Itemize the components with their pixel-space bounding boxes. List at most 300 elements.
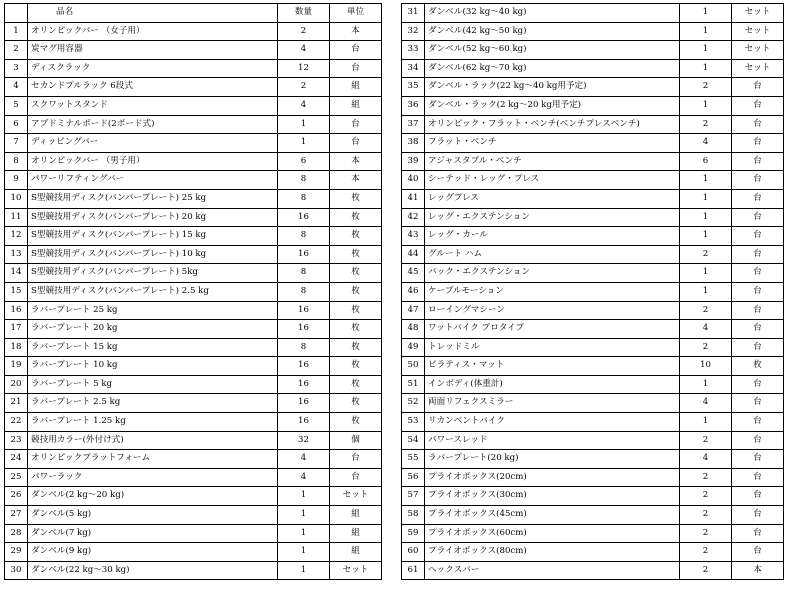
item-name: S型競技用ディスク(バンパープレート) 20 kg	[28, 208, 278, 227]
equipment-table-right	[401, 3, 784, 580]
item-quantity: 16	[278, 394, 330, 413]
table-row	[5, 506, 382, 525]
item-quantity: 1	[278, 543, 330, 562]
item-number: 58	[402, 506, 425, 525]
table-row	[402, 78, 784, 97]
table-row	[5, 134, 382, 153]
item-quantity: 1	[278, 561, 330, 580]
item-number: 34	[402, 59, 425, 78]
item-name: ダンベル・ラック(22 kg〜40 kg用予定)	[425, 78, 680, 97]
table-row	[5, 394, 382, 413]
table-row	[402, 96, 784, 115]
table-row	[5, 96, 382, 115]
item-number: 25	[5, 468, 28, 487]
item-unit: セット	[330, 561, 382, 580]
item-number: 13	[5, 245, 28, 264]
item-name: ダンベル(22 kg〜30 kg)	[28, 561, 278, 580]
item-name: ダンベル(42 kg〜50 kg)	[425, 22, 680, 41]
item-quantity: 2	[680, 338, 732, 357]
item-number: 36	[402, 96, 425, 115]
item-unit: 枚	[330, 227, 382, 246]
item-number: 45	[402, 264, 425, 283]
table-row	[5, 59, 382, 78]
item-quantity: 32	[278, 431, 330, 450]
item-number: 21	[5, 394, 28, 413]
item-quantity: 4	[278, 96, 330, 115]
item-quantity: 12	[278, 59, 330, 78]
item-name: ケーブルモーション	[425, 282, 680, 301]
item-quantity: 1	[680, 227, 732, 246]
header-number	[5, 4, 28, 23]
item-name: レッグ・カール	[425, 227, 680, 246]
item-name: プライオボックス(30cm)	[425, 487, 680, 506]
table-row	[5, 152, 382, 171]
item-name: S型競技用ディスク(バンパープレート) 10 kg	[28, 245, 278, 264]
item-number: 44	[402, 245, 425, 264]
table-row	[5, 115, 382, 134]
item-name: シーテッド・レッグ・プレス	[425, 171, 680, 190]
item-unit: 組	[330, 96, 382, 115]
item-quantity: 2	[680, 506, 732, 525]
item-name: プライオボックス(60cm)	[425, 524, 680, 543]
item-quantity: 1	[278, 487, 330, 506]
item-unit: 本	[330, 22, 382, 41]
item-number: 61	[402, 561, 425, 580]
item-unit: 台	[330, 450, 382, 469]
item-unit: セット	[732, 22, 784, 41]
item-unit: 台	[732, 394, 784, 413]
item-quantity: 4	[278, 41, 330, 60]
item-name: パワーリフティングバー	[28, 171, 278, 190]
item-name: オリンピックバー （女子用）	[28, 22, 278, 41]
table-row	[5, 282, 382, 301]
item-number: 59	[402, 524, 425, 543]
item-number: 10	[5, 189, 28, 208]
header-name: 品名	[28, 4, 278, 23]
item-unit: 台	[330, 59, 382, 78]
item-quantity: 1	[680, 189, 732, 208]
item-number: 53	[402, 413, 425, 432]
item-quantity: 16	[278, 245, 330, 264]
table-row	[402, 152, 784, 171]
item-name: ピラティス・マット	[425, 357, 680, 376]
item-number: 9	[5, 171, 28, 190]
item-number: 16	[5, 301, 28, 320]
item-name: リカンベントバイク	[425, 413, 680, 432]
item-name: オリンピック・フラット・ベンチ(ベンチプレスベンチ)	[425, 115, 680, 134]
item-unit: 台	[732, 468, 784, 487]
item-number: 20	[5, 375, 28, 394]
item-number: 40	[402, 171, 425, 190]
item-number: 47	[402, 301, 425, 320]
item-number: 55	[402, 450, 425, 469]
table-row	[402, 375, 784, 394]
item-name: ラバープレート 2.5 kg	[28, 394, 278, 413]
item-name: S型競技用ディスク(バンパープレート) 2.5 kg	[28, 282, 278, 301]
item-unit: 組	[330, 78, 382, 97]
item-number: 6	[5, 115, 28, 134]
item-quantity: 1	[680, 282, 732, 301]
item-name: グルート ハム	[425, 245, 680, 264]
item-unit: セット	[732, 4, 784, 23]
item-quantity: 1	[680, 171, 732, 190]
item-name: ダンベル(9 kg)	[28, 543, 278, 562]
equipment-table-left	[4, 3, 382, 580]
item-number: 27	[5, 506, 28, 525]
item-name: ラバープレート 15 kg	[28, 338, 278, 357]
item-unit: 台	[732, 413, 784, 432]
table-row	[402, 41, 784, 60]
item-quantity: 2	[278, 22, 330, 41]
item-name: プライオボックス(80cm)	[425, 543, 680, 562]
table-row	[5, 413, 382, 432]
item-number: 14	[5, 264, 28, 283]
table-row	[5, 450, 382, 469]
item-quantity: 1	[680, 59, 732, 78]
table-row	[5, 78, 382, 97]
item-quantity: 1	[680, 413, 732, 432]
item-quantity: 8	[278, 338, 330, 357]
item-quantity: 1	[680, 4, 732, 23]
item-quantity: 16	[278, 357, 330, 376]
item-unit: 枚	[330, 189, 382, 208]
table-row	[5, 561, 382, 580]
item-unit: 台	[732, 264, 784, 283]
table-row	[402, 22, 784, 41]
table-row	[402, 487, 784, 506]
item-name: オリンピックバー （男子用）	[28, 152, 278, 171]
item-number: 17	[5, 320, 28, 339]
item-name: ディッピングバー	[28, 134, 278, 153]
item-name: ワットバイク プロタイプ	[425, 320, 680, 339]
item-unit: 台	[330, 134, 382, 153]
table-row	[402, 282, 784, 301]
item-name: ダンベル(2 kg〜20 kg)	[28, 487, 278, 506]
item-number: 46	[402, 282, 425, 301]
item-number: 23	[5, 431, 28, 450]
item-name: アブドミナルボード(2ボード式)	[28, 115, 278, 134]
item-unit: 台	[330, 468, 382, 487]
item-unit: 台	[732, 431, 784, 450]
item-unit: 台	[732, 301, 784, 320]
item-quantity: 2	[680, 468, 732, 487]
item-name: プライオボックス(20cm)	[425, 468, 680, 487]
table-row	[5, 264, 382, 283]
item-unit: 台	[732, 282, 784, 301]
item-quantity: 1	[278, 524, 330, 543]
table-row	[402, 543, 784, 562]
item-number: 3	[5, 59, 28, 78]
item-name: ダンベル・ラック(2 kg〜20 kg用予定)	[425, 96, 680, 115]
item-name: ローイングマシーン	[425, 301, 680, 320]
item-quantity: 1	[278, 134, 330, 153]
item-unit: 台	[330, 41, 382, 60]
item-name: S型競技用ディスク(バンパープレート) 5kg	[28, 264, 278, 283]
item-number: 29	[5, 543, 28, 562]
item-name: 炭マグ用容器	[28, 41, 278, 60]
item-unit: 組	[330, 543, 382, 562]
item-number: 42	[402, 208, 425, 227]
table-row	[5, 171, 382, 190]
table-row	[402, 413, 784, 432]
table-header-row	[5, 4, 382, 23]
item-number: 37	[402, 115, 425, 134]
item-quantity: 2	[278, 78, 330, 97]
item-name: プライオボックス(45cm)	[425, 506, 680, 525]
item-unit: 枚	[330, 208, 382, 227]
item-unit: 枚	[330, 357, 382, 376]
item-quantity: 16	[278, 413, 330, 432]
item-name: 両面リフェクスミラー	[425, 394, 680, 413]
table-row	[402, 506, 784, 525]
table-row	[5, 227, 382, 246]
item-unit: 台	[732, 245, 784, 264]
table-row	[402, 134, 784, 153]
header-qty: 数量	[278, 4, 330, 23]
item-number: 7	[5, 134, 28, 153]
table-row	[5, 524, 382, 543]
item-name: ヘックスバー	[425, 561, 680, 580]
item-number: 24	[5, 450, 28, 469]
item-name: ダンベル(7 kg)	[28, 524, 278, 543]
item-quantity: 4	[680, 320, 732, 339]
item-quantity: 1	[680, 96, 732, 115]
table-row	[5, 189, 382, 208]
item-quantity: 2	[680, 524, 732, 543]
item-number: 1	[5, 22, 28, 41]
table-row	[5, 468, 382, 487]
table-row	[402, 431, 784, 450]
table-row	[402, 338, 784, 357]
item-unit: 台	[732, 96, 784, 115]
equipment-table-left-body	[5, 4, 382, 580]
item-quantity: 8	[278, 264, 330, 283]
table-row	[402, 468, 784, 487]
item-unit: 枚	[330, 301, 382, 320]
item-number: 32	[402, 22, 425, 41]
item-unit: 台	[732, 78, 784, 97]
item-unit: 組	[330, 524, 382, 543]
item-unit: 枚	[330, 338, 382, 357]
item-number: 39	[402, 152, 425, 171]
item-unit: セット	[732, 59, 784, 78]
table-row	[5, 41, 382, 60]
item-number: 4	[5, 78, 28, 97]
item-name: セカンドプルラック 6段式	[28, 78, 278, 97]
item-number: 33	[402, 41, 425, 60]
item-number: 48	[402, 320, 425, 339]
item-unit: 枚	[330, 282, 382, 301]
item-number: 51	[402, 375, 425, 394]
table-row	[402, 208, 784, 227]
table-row	[5, 22, 382, 41]
table-row	[402, 450, 784, 469]
item-number: 15	[5, 282, 28, 301]
item-number: 49	[402, 338, 425, 357]
item-name: S型競技用ディスク(バンパープレート) 25 kg	[28, 189, 278, 208]
table-row	[402, 227, 784, 246]
item-quantity: 2	[680, 543, 732, 562]
item-name: レッグ・エクステンション	[425, 208, 680, 227]
item-name: ダンベル(5 kg)	[28, 506, 278, 525]
item-name: バック・エクステンション	[425, 264, 680, 283]
item-unit: 本	[330, 171, 382, 190]
table-row	[402, 394, 784, 413]
table-row	[402, 561, 784, 580]
item-number: 52	[402, 394, 425, 413]
item-unit: 台	[732, 227, 784, 246]
item-name: ラバープレート 5 kg	[28, 375, 278, 394]
table-row	[5, 208, 382, 227]
item-unit: 組	[330, 506, 382, 525]
item-quantity: 1	[278, 115, 330, 134]
table-row	[5, 375, 382, 394]
item-number: 19	[5, 357, 28, 376]
equipment-table-right-body	[402, 4, 784, 580]
item-number: 54	[402, 431, 425, 450]
item-unit: 台	[732, 134, 784, 153]
item-unit: 枚	[330, 320, 382, 339]
item-unit: 枚	[330, 413, 382, 432]
item-name: パワーラック	[28, 468, 278, 487]
item-number: 56	[402, 468, 425, 487]
item-number: 57	[402, 487, 425, 506]
item-name: ディスクラック	[28, 59, 278, 78]
table-row	[5, 543, 382, 562]
item-quantity: 2	[680, 561, 732, 580]
item-number: 11	[5, 208, 28, 227]
table-row	[402, 115, 784, 134]
item-number: 50	[402, 357, 425, 376]
item-unit: 枚	[330, 375, 382, 394]
item-number: 26	[5, 487, 28, 506]
table-row	[402, 301, 784, 320]
item-number: 12	[5, 227, 28, 246]
header-unit: 単位	[330, 4, 382, 23]
item-quantity: 1	[680, 264, 732, 283]
table-row	[402, 264, 784, 283]
item-name: ラバープレート(20 kg)	[425, 450, 680, 469]
item-quantity: 1	[680, 22, 732, 41]
table-row	[5, 338, 382, 357]
item-quantity: 2	[680, 115, 732, 134]
table-row	[402, 171, 784, 190]
item-number: 22	[5, 413, 28, 432]
item-unit: 枚	[732, 357, 784, 376]
item-quantity: 8	[278, 171, 330, 190]
item-name: アジャスタブル・ベンチ	[425, 152, 680, 171]
item-unit: 台	[732, 152, 784, 171]
item-unit: 台	[732, 115, 784, 134]
item-quantity: 8	[278, 282, 330, 301]
table-row	[5, 301, 382, 320]
item-name: S型競技用ディスク(バンパープレート) 15 kg	[28, 227, 278, 246]
item-name: ダンベル(52 kg〜60 kg)	[425, 41, 680, 60]
item-unit: 台	[732, 320, 784, 339]
item-name: ラバープレート 25 kg	[28, 301, 278, 320]
item-number: 35	[402, 78, 425, 97]
table-row	[5, 487, 382, 506]
item-name: パワースレッド	[425, 431, 680, 450]
item-number: 31	[402, 4, 425, 23]
item-unit: 台	[732, 171, 784, 190]
item-quantity: 4	[278, 468, 330, 487]
item-number: 60	[402, 543, 425, 562]
item-name: インボディ(体重計)	[425, 375, 680, 394]
item-quantity: 16	[278, 208, 330, 227]
item-unit: 枚	[330, 264, 382, 283]
item-quantity: 2	[680, 487, 732, 506]
item-quantity: 2	[680, 431, 732, 450]
item-unit: 本	[732, 561, 784, 580]
item-unit: 台	[732, 375, 784, 394]
item-name: ラバープレート 1.25 kg	[28, 413, 278, 432]
item-unit: 台	[732, 543, 784, 562]
table-row	[402, 59, 784, 78]
item-quantity: 1	[680, 375, 732, 394]
item-number: 8	[5, 152, 28, 171]
item-name: オリンピックプラットフォーム	[28, 450, 278, 469]
item-number: 30	[5, 561, 28, 580]
item-name: レッグプレス	[425, 189, 680, 208]
item-number: 43	[402, 227, 425, 246]
table-row	[5, 431, 382, 450]
item-quantity: 2	[680, 78, 732, 97]
table-row	[5, 320, 382, 339]
item-number: 18	[5, 338, 28, 357]
table-row	[402, 245, 784, 264]
item-unit: 個	[330, 431, 382, 450]
item-quantity: 4	[680, 450, 732, 469]
item-unit: 台	[732, 524, 784, 543]
item-name: ダンベル(32 kg〜40 kg)	[425, 4, 680, 23]
item-number: 38	[402, 134, 425, 153]
item-quantity: 4	[680, 134, 732, 153]
item-quantity: 10	[680, 357, 732, 376]
item-unit: 台	[732, 189, 784, 208]
item-unit: 台	[732, 487, 784, 506]
item-quantity: 1	[680, 208, 732, 227]
item-quantity: 1	[278, 506, 330, 525]
item-name: ダンベル(62 kg〜70 kg)	[425, 59, 680, 78]
table-row	[5, 245, 382, 264]
item-unit: 台	[732, 506, 784, 525]
item-name: 競技用カラー(外付け式)	[28, 431, 278, 450]
item-unit: 台	[330, 115, 382, 134]
item-number: 2	[5, 41, 28, 60]
item-number: 41	[402, 189, 425, 208]
item-name: トレッドミル	[425, 338, 680, 357]
item-number: 5	[5, 96, 28, 115]
item-quantity: 4	[680, 394, 732, 413]
item-quantity: 2	[680, 245, 732, 264]
item-number: 28	[5, 524, 28, 543]
table-row	[402, 524, 784, 543]
item-name: スクワットスタンド	[28, 96, 278, 115]
table-row	[402, 189, 784, 208]
table-row	[402, 320, 784, 339]
item-name: ラバープレート 20 kg	[28, 320, 278, 339]
table-row	[402, 357, 784, 376]
item-quantity: 8	[278, 189, 330, 208]
item-quantity: 6	[680, 152, 732, 171]
item-unit: 台	[732, 450, 784, 469]
table-row	[402, 4, 784, 23]
item-name: ラバープレート 10 kg	[28, 357, 278, 376]
item-quantity: 8	[278, 227, 330, 246]
item-unit: 枚	[330, 245, 382, 264]
item-unit: 台	[732, 338, 784, 357]
